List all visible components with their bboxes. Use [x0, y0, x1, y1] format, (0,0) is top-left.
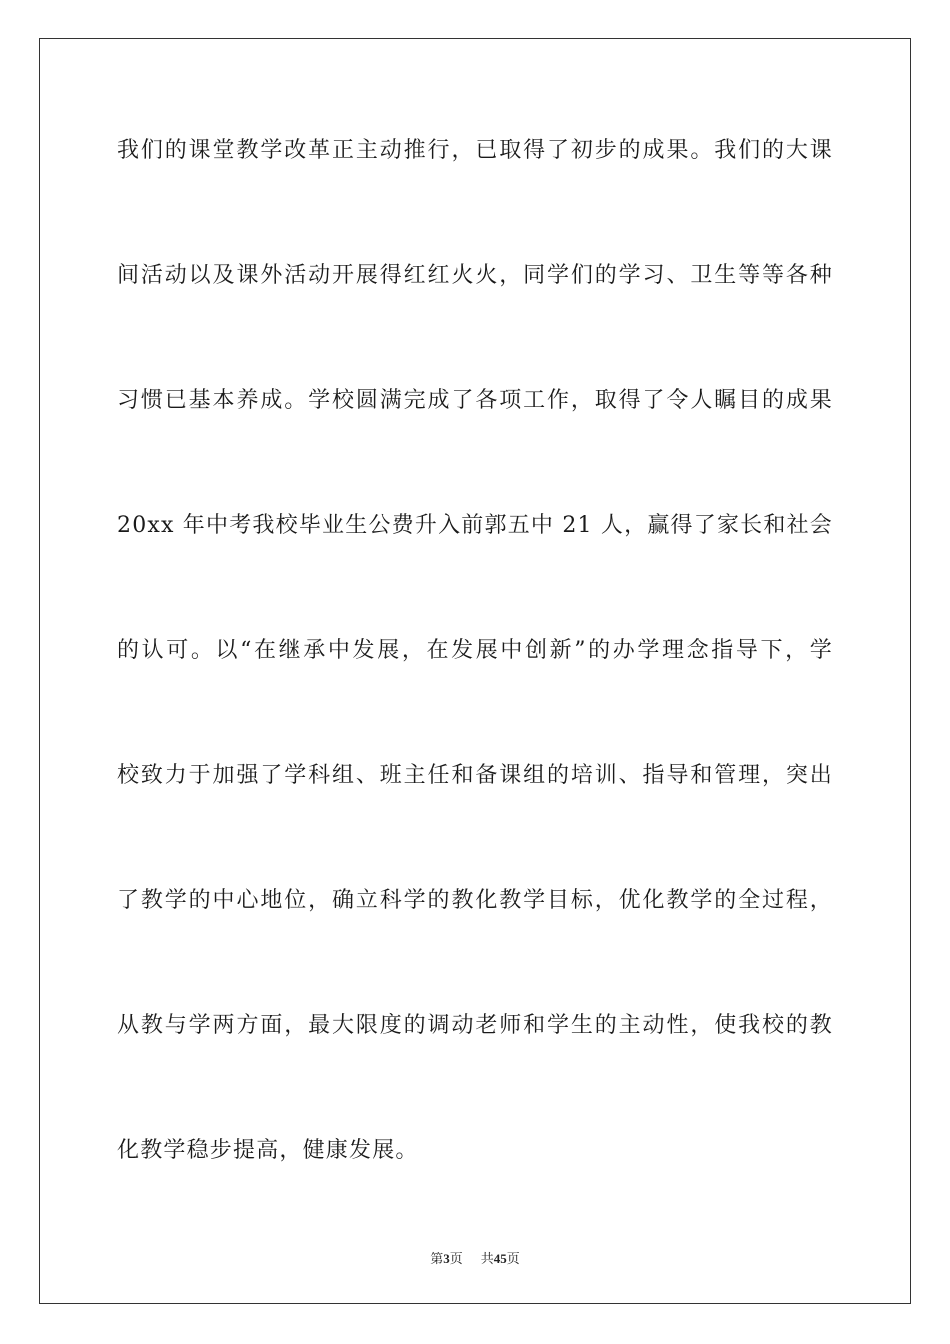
page-unit: 页 [449, 1251, 463, 1266]
paragraph-line-6: 校致力于加强了学科组、班主任和备课组的培训、指导和管理，突出 [117, 763, 833, 788]
document-body [117, 126, 833, 1251]
total-page-count: 45 [493, 1251, 507, 1266]
paragraph-line-9: 化教学稳步提高，健康发展。 [117, 1138, 419, 1163]
current-page-number: 3 [443, 1251, 450, 1266]
page-total [481, 1251, 520, 1266]
paragraph-line-5: 的认可。以“在继承中发展，在发展中创新”的办学理念指导下，学 [117, 638, 833, 663]
total-unit: 页 [506, 1251, 520, 1266]
paragraph-line-1: 我们的课堂教学改革正主动推行，已取得了初步的成果。我们的大课 [117, 138, 833, 163]
page-number [430, 1251, 463, 1266]
paragraph-line-2: 间活动以及课外活动开展得红红火火，同学们的学习、卫生等等各种 [117, 263, 833, 288]
paragraph-line-3: 习惯已基本养成。学校圆满完成了各项工作，取得了令人瞩目的成果 [117, 388, 833, 413]
paragraph-line-8: 从教与学两方面，最大限度的调动老师和学生的主动性，使我校的教 [117, 1013, 833, 1038]
total-prefix: 共 [480, 1251, 494, 1266]
paragraph-line-4: 20xx 年中考我校毕业生公费升入前郭五中 21 人，赢得了家长和社会 [117, 513, 833, 538]
page-footer [0, 1248, 950, 1267]
paragraph-line-7: 了教学的中心地位，确立科学的教化教学目标，优化教学的全过程， [117, 888, 833, 913]
page-prefix: 第 [430, 1251, 444, 1266]
